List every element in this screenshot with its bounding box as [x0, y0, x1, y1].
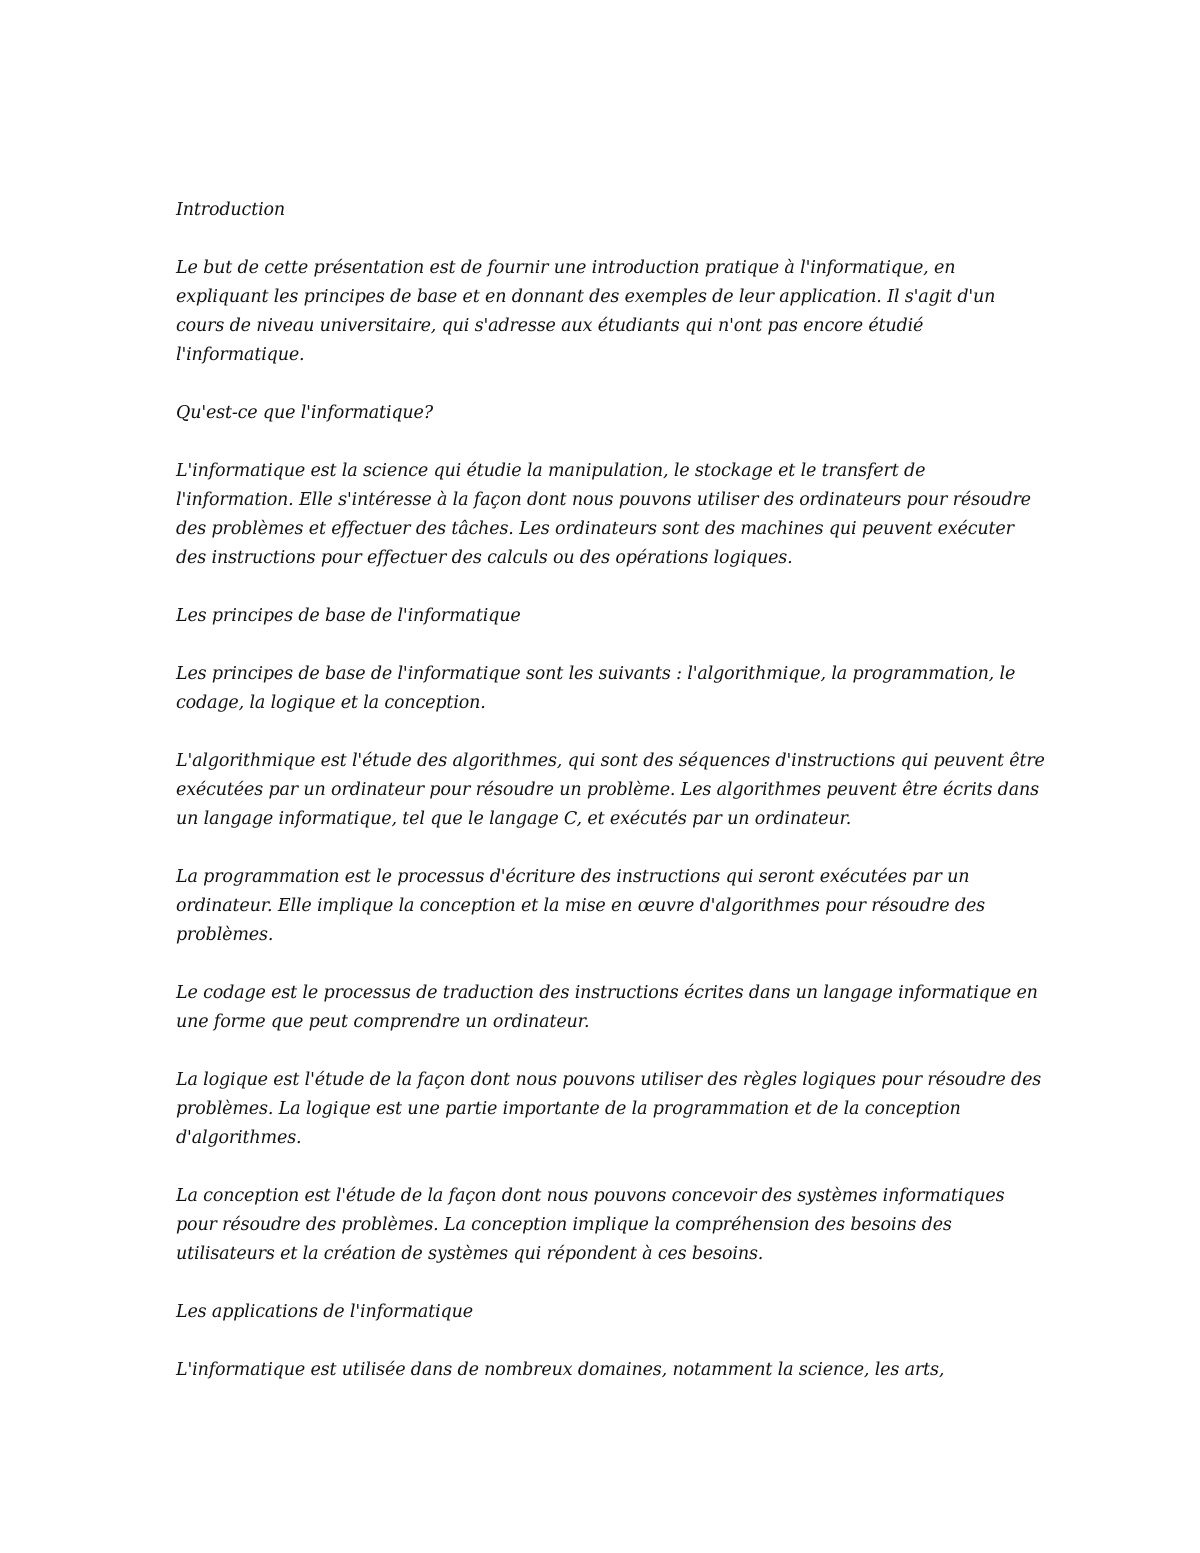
- heading-what-is-computing: Qu'est-ce que l'informatique?: [176, 403, 433, 423]
- heading-applications: Les applications de l'informatique: [176, 1302, 473, 1322]
- document-body: [176, 196, 1046, 1385]
- heading-basic-principles: Les principes de base de l'informatique: [176, 606, 521, 626]
- paragraph-logic: La logique est l'étude de la façon dont nous pouvons utiliser des règles logiques pour résoudre des problèmes. La logique est une partie importante de la programmation et de la conception d'algorithmes.: [176, 1070, 1042, 1148]
- paragraph-what-is-computing: L'informatique est la science qui étudie la manipulation, le stockage et le transfert de l'information. Elle s'intéresse à la façon dont nous pouvons utiliser des ordinateurs pour résoudre des problèmes et effectuer des tâches. Les ordinateurs sont des machines qui peuvent exécuter des instructions pour effectuer des calculs ou des opérations logiques.: [176, 461, 1031, 568]
- paragraph-basic-principles: Les principes de base de l'informatique sont les suivants : l'algorithmique, la programmation, le codage, la logique et la conception.: [176, 664, 1016, 713]
- paragraph-coding: Le codage est le processus de traduction des instructions écrites dans un langage informatique en une forme que peut comprendre un ordinateur.: [176, 983, 1038, 1032]
- paragraph-applications: L'informatique est utilisée dans de nombreux domaines, notamment la science, les arts,: [176, 1360, 945, 1380]
- paragraph-programming: La programmation est le processus d'écriture des instructions qui seront exécutées par un ordinateur. Elle implique la conception et la mise en œuvre d'algorithmes pour résoudre des problèmes.: [176, 867, 985, 945]
- paragraph-algorithmics: L'algorithmique est l'étude des algorithmes, qui sont des séquences d'instructions qui peuvent être exécutées par un ordinateur pour résoudre un problème. Les algorithmes peuvent être écrits dans un langage informatique, tel que le langage C, et exécutés par un ordinateur.: [176, 751, 1045, 829]
- paragraph-design: La conception est l'étude de la façon dont nous pouvons concevoir des systèmes informatiques pour résoudre des problèmes. La conception implique la compréhension des besoins des utilisateurs et la création de systèmes qui répondent à ces besoins.: [176, 1186, 1005, 1264]
- heading-introduction: Introduction: [176, 200, 286, 220]
- paragraph-introduction: Le but de cette présentation est de fournir une introduction pratique à l'informatique, en expliquant les principes de base et en donnant des exemples de leur application. Il s'agit d'un cours de niveau universitaire, qui s'adresse aux étudiants qui n'ont pas encore étudié l'informatique.: [176, 258, 996, 365]
